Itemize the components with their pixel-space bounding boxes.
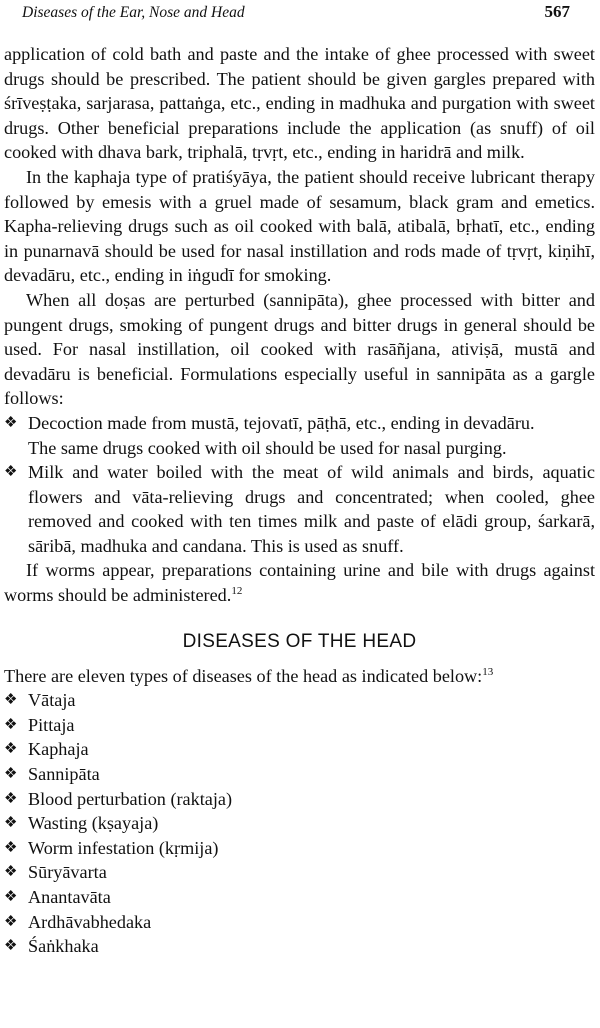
list-item: [4, 811, 595, 836]
diamond-bullet-icon: ❖: [4, 464, 18, 481]
diamond-bullet-icon: ❖: [4, 790, 18, 807]
diamond-bullet-icon: ❖: [4, 815, 18, 832]
list-item-label: Vātaja: [28, 690, 76, 711]
diamond-bullet-icon: ❖: [4, 938, 18, 955]
list-item-label: Anantavāta: [28, 887, 111, 907]
list-item-label: Kaphaja: [28, 739, 89, 760]
diamond-bullet-icon: ❖: [4, 889, 18, 905]
list-item: [4, 836, 595, 861]
body-text: [4, 42, 595, 959]
list-item: [4, 885, 595, 910]
list-item: [4, 737, 595, 762]
list-item-label: Śaṅkhaka: [28, 936, 99, 957]
diamond-bullet-icon: ❖: [4, 414, 18, 431]
list-item: [4, 713, 595, 738]
list-item: [4, 688, 595, 713]
footnote-ref: 13: [482, 665, 494, 678]
running-head: [22, 2, 570, 24]
diamond-bullet-icon: ❖: [4, 913, 18, 930]
worms-text: If worms appear, preparations containing urine and bile with drugs against worms should be administered.: [4, 560, 595, 606]
bullet-text: Decoction made from mustā, tejovatī, pāṭhā, etc., ending in devadāru.: [28, 412, 535, 433]
bullet-item-milk: [4, 460, 595, 558]
list-item: [4, 934, 595, 959]
paragraph-sannipata: When all doṣas are perturbed (sannipāta), ghee processed with bitter and pungent drugs, smoking of pungent drugs and bitter drugs in general should be used. For nasal instillation, oil cooked with rasāñjana, ativiṣā, mustā and devadāru is beneficial. Formulations especially useful in sannipāta as a gargle follows:: [4, 289, 595, 409]
list-item-label: Sannipāta: [28, 764, 100, 785]
diamond-bullet-icon: ❖: [4, 864, 18, 881]
diamond-bullet-icon: ❖: [4, 692, 18, 709]
list-item-label: Ardhāvabhedaka: [28, 911, 152, 932]
bullet-text: Milk and water boiled with the meat of wild animals and birds, aquatic flowers and vāta-relieving drugs and concentrated; when cooled, ghee removed and cooked with ten times milk and paste of elādi group, śarkarā, sāribā, madhuka and candana. This is used as snuff.: [28, 462, 595, 556]
list-item: [4, 762, 595, 787]
paragraph-kaphaja: In the kaphaja type of pratiśyāya, the patient should receive lubricant therapy followed by emesis with a gruel made of sesamum, black gram and emetics. Kapha-relieving drugs such as oil cooked with balā, atibalā, bṛhatī, etc., ending in punarnavā should be used for nasal instillation and rods made of tṛvṛt, kiṇihī, devadāru, etc., ending in iṅgudī for smoking.: [4, 166, 595, 286]
paragraph-continued: application of cold bath and paste and the intake of ghee processed with sweet drugs should be prescribed. The patient should be given gargles prepared with śrīveṣṭaka, sarjarasa, pattaṅga, etc., ending in madhuka and purgation with sweet drugs. Other beneficial preparations include the application (as snuff) of oil cooked with dhava bark, triphalā, tṛvṛt, etc., ending in haridrā and milk.: [4, 44, 595, 163]
list-item-label: Worm infestation (kṛmija): [28, 837, 219, 858]
list-item: [4, 787, 595, 812]
page-number: 567: [544, 2, 570, 21]
diamond-bullet-icon: ❖: [4, 766, 18, 783]
list-item-label: Sūryāvarta: [28, 862, 107, 883]
section-heading: DISEASES OF THE HEAD: [182, 630, 417, 652]
list-item-label: Pittaja: [28, 714, 75, 735]
diamond-bullet-icon: ❖: [4, 741, 18, 758]
diamond-bullet-icon: ❖: [4, 839, 18, 856]
bullet-item-decoction: [4, 411, 595, 460]
section-intro-text: There are eleven types of diseases of the head as indicated below:: [4, 665, 483, 686]
head-disease-list: [4, 688, 595, 959]
bullet-continuation: The same drugs cooked with oil should be used for nasal purging.: [28, 437, 507, 458]
running-title: Diseases of the Ear, Nose and Head: [22, 4, 245, 21]
section-intro: [4, 664, 595, 689]
list-item: [4, 910, 595, 935]
diamond-bullet-icon: ❖: [4, 716, 18, 733]
list-item-label: Blood perturbation (raktaja): [28, 788, 233, 809]
footnote-ref: 12: [231, 585, 243, 597]
list-item: [4, 860, 595, 885]
list-item-label: Wasting (kṣayaja): [28, 813, 159, 834]
paragraph-worms: [4, 558, 595, 607]
